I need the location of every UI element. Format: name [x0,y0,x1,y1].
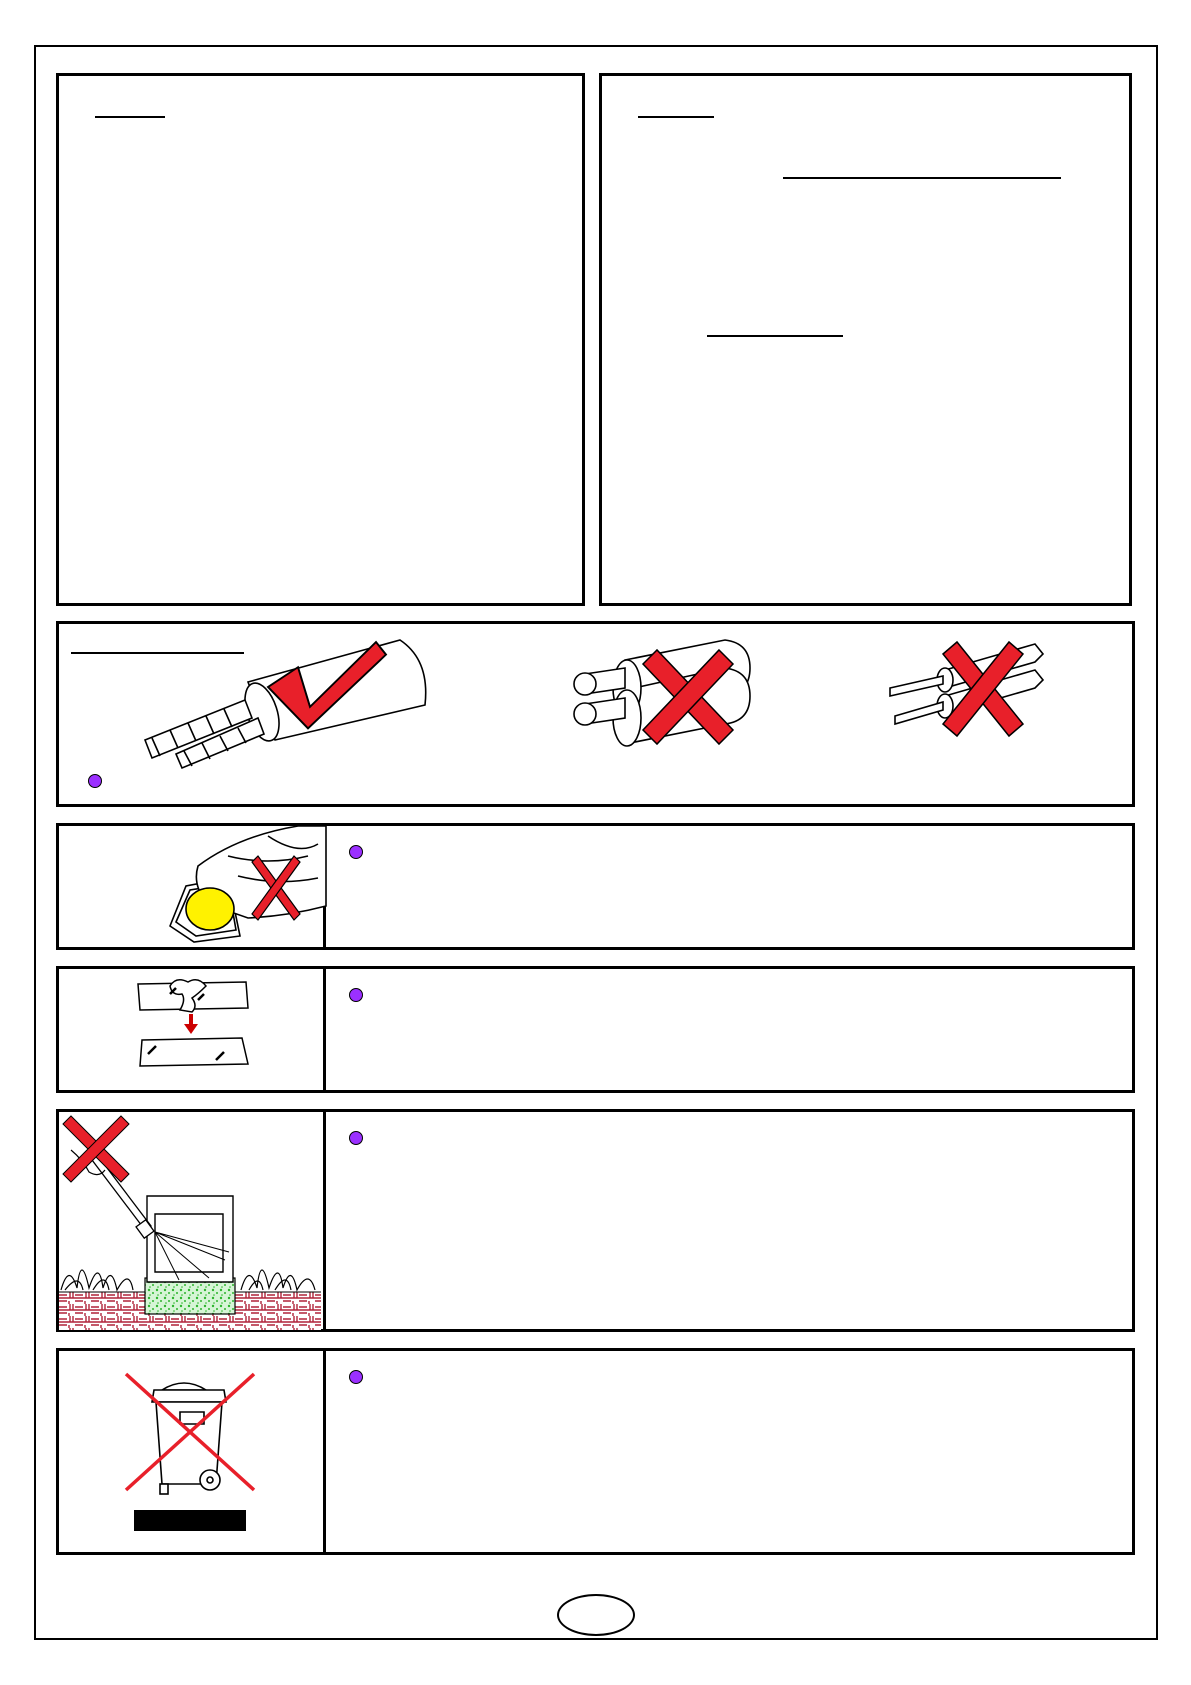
disposal-black-bar [134,1510,246,1531]
warning-bullet [349,1370,363,1384]
no-household-waste-bin-icon [124,1372,260,1496]
right-panel-underline-1 [783,177,1061,179]
warning-bullet [349,988,363,1002]
flat-twin-cable-icon [885,640,1070,740]
warning-bullet [349,1131,363,1145]
right-panel-underline-2 [707,335,843,337]
right-text-panel [599,73,1132,606]
glass-cleaning-icon [136,976,251,1086]
right-panel-heading-underline [638,116,714,118]
page-number [557,1594,635,1636]
cross-mark [63,1116,129,1182]
no-pressure-washer-icon [59,1112,321,1330]
left-text-panel [56,73,585,606]
cable-note-bullet [88,774,102,788]
warning-bullet [349,845,363,859]
no-finger-pressure-icon [168,826,326,944]
row-divider [323,1351,326,1552]
parallel-round-cable-icon [565,638,775,750]
row-divider [323,1112,326,1329]
twisted-pair-cable-icon [140,630,440,760]
left-panel-heading-underline [95,116,165,118]
row-divider [323,969,326,1090]
